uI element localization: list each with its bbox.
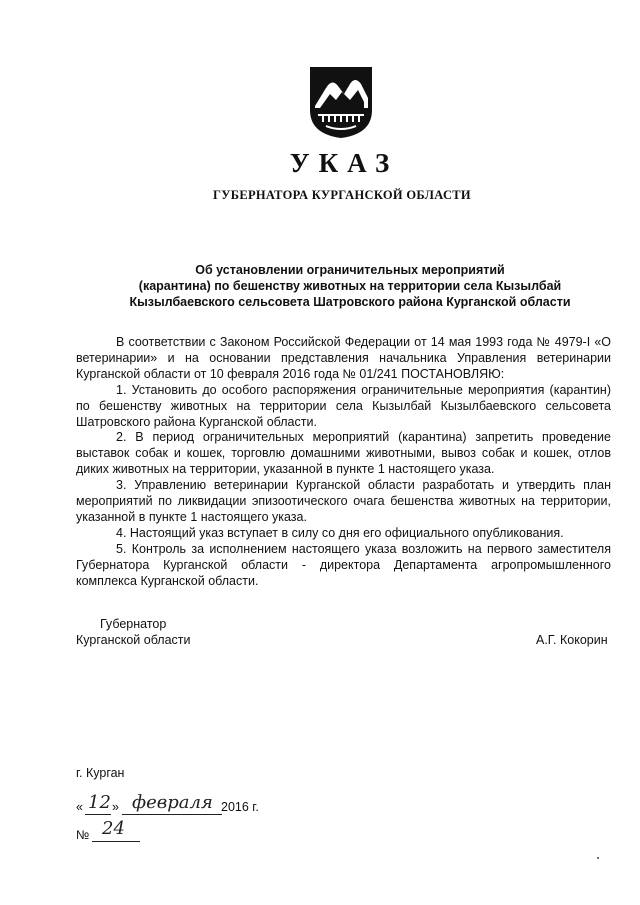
clause-5-paragraph: 5. Контроль за исполнением настоящего указа возложить на первого заместителя Губернатора Курганской области - директора Департамента агропромышленного комплекса Курганской области. <box>76 541 611 588</box>
clause-2-paragraph: 2. В период ограничительных мероприятий (карантина) запретить проведение выставок собак и кошек, торговлю домашними животными, вывоз собак и кошек, отлов диких животных на территории, указанной в пункте 1 настоящего указа. <box>76 430 611 477</box>
scan-speck <box>597 857 599 859</box>
signatory-position <box>76 616 191 648</box>
number-handwritten: 24 <box>102 818 125 839</box>
coat-of-arms-emblem <box>306 64 376 140</box>
position-line-2: Курганской области <box>76 633 191 647</box>
month-underline <box>122 814 222 815</box>
date-year: 2016 г. <box>221 800 259 814</box>
position-line-1: Губернатор <box>100 617 167 631</box>
day-underline <box>85 814 111 815</box>
clause-3-paragraph: 3. Управлению ветеринарии Курганской области разработать и утвердить план мероприятий по ликвидации эпизоотического очага бешенства животных на территории, указанной в пункте 1 настоящего указа. <box>76 478 611 524</box>
date-close-quote: » <box>112 800 119 814</box>
preamble-paragraph: В соответствии с Законом Российской Федерации от 14 мая 1993 года № 4979-I «О ветеринарии» и на основании представления начальника Управления ветеринарии Курганской области от 10 февраля 2016 года № 01/241 ПОСТАНОВЛЯЮ: <box>76 335 611 381</box>
signatory-name: А.Г. Кокорин <box>536 633 608 647</box>
place-of-signing: г. Курган <box>76 766 125 780</box>
date-day-handwritten: 12 <box>88 792 111 813</box>
heading-line: Об установлении ограничительных мероприятий <box>195 263 505 277</box>
clause-4-paragraph: 4. Настоящий указ вступает в силу со дня его официального опубликования. <box>116 525 564 540</box>
document-title: УКАЗ <box>289 148 399 178</box>
decree-number <box>76 818 196 850</box>
date-month-handwritten: февраля <box>132 792 213 813</box>
decree-body <box>76 335 611 590</box>
number-underline <box>92 841 140 842</box>
number-label: № <box>76 828 90 842</box>
decree-heading <box>100 262 600 310</box>
document-subtitle: ГУБЕРНАТОРА КУРГАНСКОЙ ОБЛАСТИ <box>213 188 471 202</box>
heading-line: (карантина) по бешенству животных на территории села Кызылбай <box>138 279 562 293</box>
signing-date <box>76 794 376 820</box>
clause-1-paragraph: 1. Установить до особого распоряжения ограничительные мероприятия (карантин) по бешенству животных на территории села Кызылбай Кызылбаевского сельсовета Шатровского района Курганской области. <box>76 382 611 429</box>
heading-line: Кызылбаевского сельсовета Шатровского района Курганской области <box>129 295 571 309</box>
date-open-quote: « <box>76 800 83 814</box>
